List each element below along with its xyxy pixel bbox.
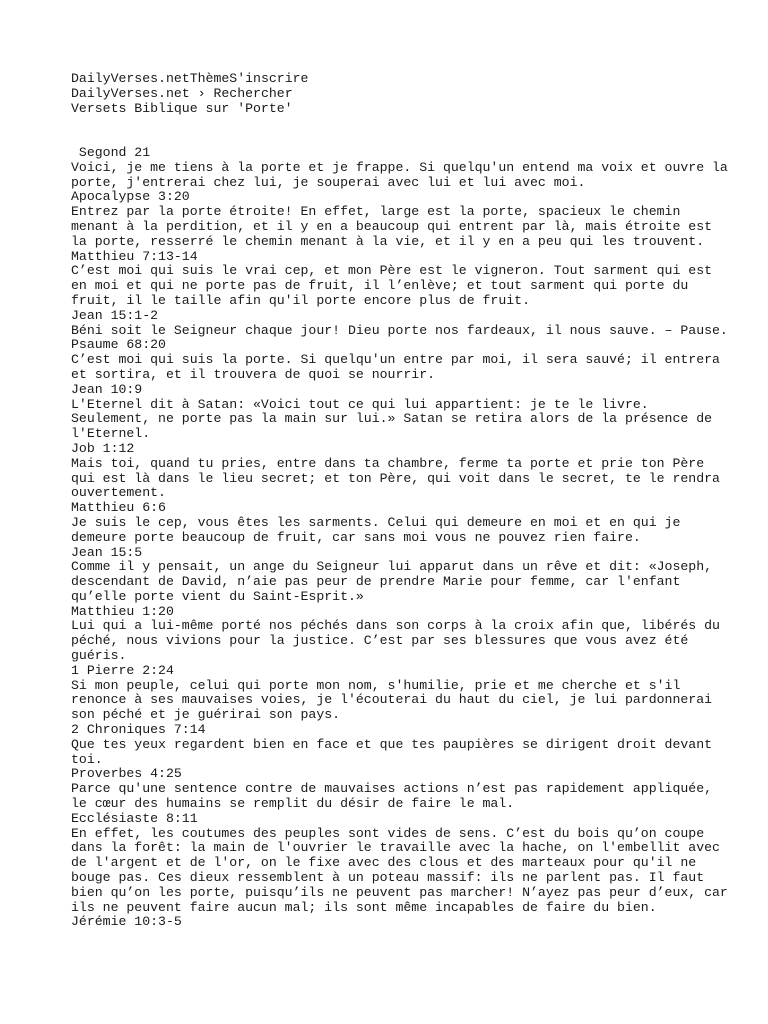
verse-text-line: Béni soit le Seigneur chaque jour! Dieu porte nos fardeaux, il nous sauve. – Pause. [71, 322, 728, 338]
verse-reference[interactable]: Apocalypse 3:20 [71, 189, 190, 205]
verse-reference[interactable]: Matthieu 7:13-14 [71, 248, 198, 264]
verse-text-line: Que tes yeux regardent bien en face et que tes paupières se dirigent droit devant [71, 736, 713, 752]
verse-item [71, 560, 711, 619]
verse-text-line: L'Eternel dit à Satan: «Voici tout ce qui lui appartient: je te le livre. [71, 396, 649, 412]
verse-text-line: Parce qu'une sentence contre de mauvaises actions n’est pas rapidement appliquée, [71, 781, 713, 797]
verse-reference[interactable]: 1 Pierre 2:24 [71, 662, 174, 678]
verse-text-line: en moi et qui ne porte pas de fruit, il l’enlève; et tout sarment qui porte du [71, 278, 689, 294]
verse-text-line: l'Eternel. [71, 426, 151, 442]
spacer [71, 116, 711, 146]
signup-link[interactable]: S'inscrire [229, 71, 309, 86]
verse-text-line: la porte, resserré le chemin menant à la vie, et il y en a peu qui les trouvent. [71, 233, 705, 249]
breadcrumb-search-link[interactable]: Rechercher [213, 85, 293, 101]
verse-text-line: En effet, les coutumes des peuples sont vides de sens. C’est du bois qu’on coupe [71, 825, 705, 841]
verse-text-line: de l'argent et de l'or, on le fixe avec des clous et des marteaux pour qu'il ne [71, 855, 697, 871]
verse-text-line: Seulement, ne porte pas la main sur lui.» Satan se retira alors de la présence de [71, 411, 713, 427]
page-title: Versets Biblique sur 'Porte' [71, 100, 293, 116]
translation-label: Segond 21 [71, 144, 151, 160]
verse-reference[interactable]: Jean 10:9 [71, 381, 143, 397]
verse-reference[interactable]: Matthieu 6:6 [71, 500, 166, 516]
verse-reference[interactable]: Jean 15:5 [71, 544, 143, 560]
verse-text-line: fruit, il le taille afin qu'il porte encore plus de fruit. [71, 292, 530, 308]
verse-reference[interactable]: Proverbes 4:25 [71, 766, 182, 782]
verse-text-line: et sortira, et il trouvera de quoi se nourrir. [71, 366, 436, 382]
verse-item [71, 455, 720, 516]
verse-text-line: Mais toi, quand tu pries, entre dans ta chambre, ferme ta porte et prie ton Père [71, 455, 705, 471]
verse-text-line: Entrez par la porte étroite! En effet, large est la porte, spacieux le chemin [71, 204, 681, 220]
verse-text-line: son péché et je guérirai son pays. [71, 707, 341, 723]
verse-list [71, 159, 728, 930]
verse-text-line: bien qu’on les porte, puisqu’ils ne peuvent pas marcher! N’ayez pas peur d’eux, car [71, 884, 728, 900]
verse-text-line: C’est moi qui suis le vrai cep, et mon Père est le vigneron. Tout sarment qui est [71, 263, 713, 279]
verse-text-line: descendant de David, n’aie pas peur de prendre Marie pour femme, car l'enfant [71, 574, 681, 590]
site-name-link[interactable]: DailyVerses.net [71, 71, 190, 86]
verse-item [71, 618, 720, 678]
verse-item [71, 159, 728, 205]
verse-item [71, 679, 711, 738]
verse-text-line: Si mon peuple, celui qui porte mon nom, s'humilie, prie et me cherche et s'il [71, 677, 681, 693]
verse-text-line: Je suis le cep, vous êtes les sarments. Celui qui demeure en moi et en qui je [71, 514, 681, 530]
verse-text-line: Comme il y pensait, un ange du Seigneur lui apparut dans un rêve et dit: «Joseph, [71, 559, 713, 575]
verse-item [71, 782, 711, 826]
verse-text-line: ouvertement. [71, 485, 166, 501]
top-nav [71, 72, 711, 87]
verse-reference[interactable]: Ecclésiaste 8:11 [71, 810, 198, 826]
breadcrumb-separator: › [189, 85, 214, 101]
verse-text-line: bouge pas. Ces dieux ressemblent à un poteau massif: ils ne parlent pas. Il faut [71, 870, 705, 886]
verse-text-line: le cœur des humains se remplit du désir de faire le mal. [71, 796, 515, 812]
verse-text-line: dans la forêt: la main de l'ouvrier le travaille avec la hache, on l'embellit avec [71, 840, 720, 856]
verse-item [71, 398, 711, 457]
verse-item [71, 352, 720, 397]
verse-text-line: Voici, je me tiens à la porte et je frappe. Si quelqu'un entend ma voix et ouvre la [71, 159, 728, 175]
verse-text-line: qu’elle porte vient du Saint-Esprit.» [71, 588, 364, 604]
verse-text-line: demeure porte beaucoup de fruit, car sans moi vous ne pouvez rien faire. [71, 529, 641, 545]
verse-text-line: péché, nous vivions pour la justice. C’est par ses blessures que vous avez été [71, 633, 689, 649]
verse-reference[interactable]: Job 1:12 [71, 440, 135, 456]
verse-item [71, 516, 711, 560]
verse-item [71, 825, 728, 931]
breadcrumb-site-link[interactable]: DailyVerses.net [71, 85, 190, 101]
page-content [71, 71, 728, 930]
verse-reference[interactable]: 2 Chroniques 7:14 [71, 722, 206, 738]
theme-link[interactable]: Thème [189, 71, 230, 86]
verse-text-line: C’est moi qui suis la porte. Si quelqu'un entre par moi, il sera sauvé; il entrera [71, 352, 720, 368]
verse-text-line: renonce à ses mauvaises voies, je l'écouterai du haut du ciel, je lui pardonnerai [71, 692, 713, 708]
verse-text-line: menant à la perdition, et il y en a beaucoup qui entrent par là, mais étroite est [71, 218, 713, 234]
verse-item [71, 322, 728, 354]
verse-item [71, 738, 711, 782]
verse-reference[interactable]: Matthieu 1:20 [71, 603, 174, 619]
verse-text-line: toi. [71, 751, 103, 767]
breadcrumb [71, 87, 711, 102]
verse-text-line: qui est là dans le lieu secret; et ton Père, qui voit dans le secret, te le rendra [71, 470, 720, 486]
verse-text-line: guéris. [71, 648, 127, 664]
verse-item [71, 264, 711, 323]
verse-text-line: ils ne peuvent faire aucun mal; ils sont même incapables de faire du bien. [71, 899, 657, 915]
verse-reference[interactable]: Jean 15:1-2 [71, 307, 159, 323]
verse-text-line: porte, j'entrerai chez lui, je souperai avec lui et lui avec moi. [71, 174, 586, 190]
verse-reference[interactable]: Psaume 68:20 [71, 337, 166, 353]
verse-text-line: Lui qui a lui-même porté nos péchés dans son corps à la croix afin que, libérés du [71, 618, 720, 634]
verse-item [71, 205, 711, 264]
verse-reference[interactable]: Jérémie 10:3-5 [71, 914, 182, 930]
